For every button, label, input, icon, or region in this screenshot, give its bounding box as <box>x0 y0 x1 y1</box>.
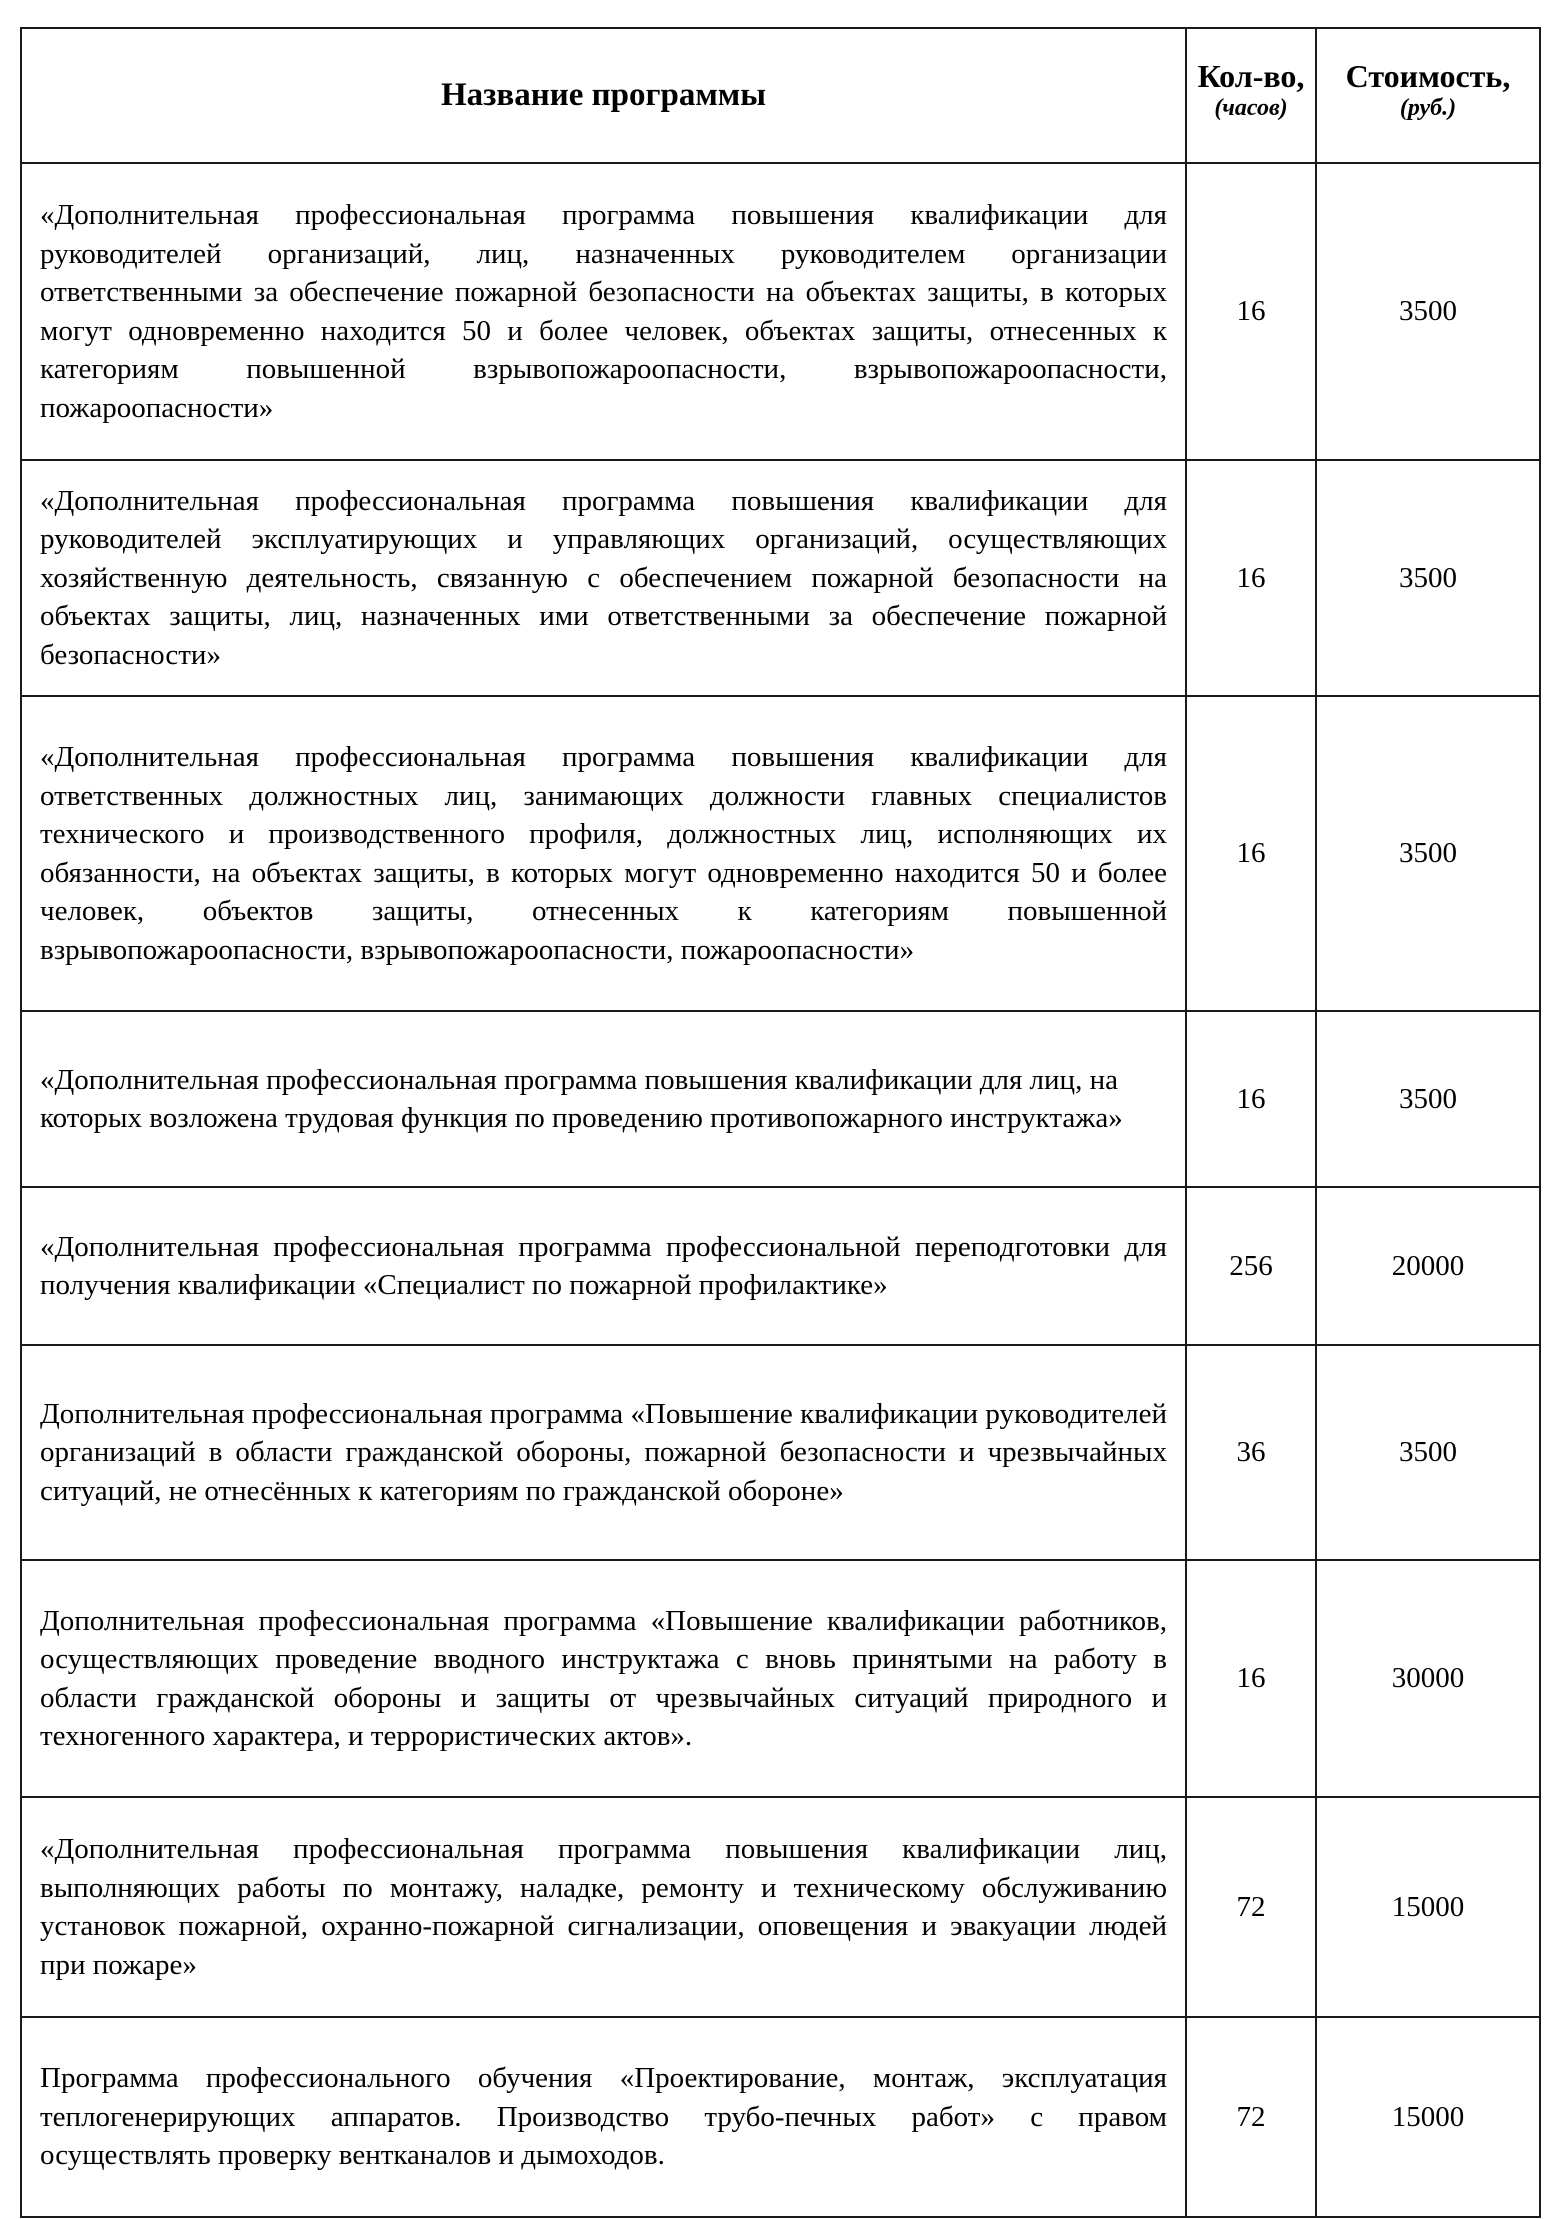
hours-cell <box>1186 1011 1316 1187</box>
hours-value: 16 <box>1236 1662 1266 1694</box>
program-name: «Дополнительная профессиональная программа повышения квалификации лиц, выполняющих работы по монтажу, наладке, ремонту и техническому обслуживанию установок пожарной, охранно-пожарной сигнализации, оповещения и эвакуации людей при пожаре» <box>40 1833 1167 1981</box>
hours-value: 16 <box>1236 295 1266 327</box>
header-program-name-label: Название программы <box>440 77 767 113</box>
program-name-cell <box>21 2017 1186 2217</box>
program-name: Дополнительная профессиональная программа «Повышение квалификации работников, осуществляющих проведение вводного инструктажа с вновь принятыми на работу в области гражданской обороны и защиты от чрезвычайных ситуаций природного и техногенного характера, и террористических актов». <box>40 1604 1167 1752</box>
hours-value: 256 <box>1229 1249 1273 1282</box>
hours-value: 36 <box>1236 1436 1266 1468</box>
cost-cell <box>1316 1187 1540 1345</box>
program-name-cell <box>21 163 1186 460</box>
hours-value: 72 <box>1236 1890 1266 1923</box>
hours-value: 72 <box>1236 2100 1266 2133</box>
program-name: «Дополнительная профессиональная программа повышения квалификации для лиц, на которых возложена трудовая функция по проведению противопожарного инструктажа» <box>40 1063 1123 1134</box>
hours-cell <box>1186 2017 1316 2217</box>
cost-cell <box>1316 1797 1540 2017</box>
cost-cell <box>1316 1345 1540 1560</box>
table-row <box>21 1560 1540 1797</box>
header-cost <box>1316 28 1540 163</box>
program-name-cell <box>21 1011 1186 1187</box>
hours-cell <box>1186 163 1316 460</box>
cost-value: 3500 <box>1399 1436 1457 1468</box>
table-row <box>21 163 1540 460</box>
cost-value: 15000 <box>1391 2100 1465 2133</box>
hours-cell <box>1186 1797 1316 2017</box>
table-row <box>21 696 1540 1011</box>
cost-value: 15000 <box>1391 1890 1465 1923</box>
hours-cell <box>1186 1345 1316 1560</box>
hours-cell <box>1186 696 1316 1011</box>
cost-value: 30000 <box>1391 1662 1465 1694</box>
cost-cell <box>1316 696 1540 1011</box>
hours-cell <box>1186 1187 1316 1345</box>
hours-value: 16 <box>1236 561 1266 594</box>
program-name-cell <box>21 1345 1186 1560</box>
price-table <box>20 27 1541 2218</box>
program-name: Дополнительная профессиональная программа «Повышение квалификации руководителей организаций в области гражданской обороны, пожарной безопасности и чрезвычайных ситуаций, не отнесённых к категориям по гражданской обороне» <box>40 1397 1167 1507</box>
cost-value: 3500 <box>1399 561 1457 594</box>
program-name: «Дополнительная профессиональная программа повышения квалификации для ответственных должностных лиц, занимающих должности главных специалистов технического и производственного профиля, должностных лиц, исполняющих их обязанности, на объектах защиты, в которых могут одновременно находится 50 и более человек, объектов защиты, отнесенных к категориям повышенной взрывопожароопасности, взрывопожароопасности, пожароопасности» <box>40 741 1167 966</box>
program-name: Программа профессионального обучения «Проектирование, монтаж, эксплуатация теплогенерирующих аппаратов. Производство трубо-печных работ» с правом осуществлять проверку вентканалов и дымоходов. <box>40 2062 1167 2172</box>
cost-value: 3500 <box>1399 295 1457 327</box>
hours-value: 16 <box>1236 837 1266 869</box>
table-row <box>21 1187 1540 1345</box>
cost-cell <box>1316 2017 1540 2217</box>
cost-value: 20000 <box>1391 1249 1465 1282</box>
program-name-cell <box>21 460 1186 696</box>
program-name-cell <box>21 1797 1186 2017</box>
hours-cell <box>1186 460 1316 696</box>
cost-value: 3500 <box>1399 1082 1457 1115</box>
table-row <box>21 2017 1540 2217</box>
cost-cell <box>1316 1560 1540 1797</box>
table-row <box>21 1011 1540 1187</box>
program-name: «Дополнительная профессиональная программа повышения квалификации для руководителей эксплуатирующих и управляющих организаций, осуществляющих хозяйственную деятельность, связанную с обеспечением пожарной безопасности на объектах защиты, лиц, назначенных ими ответственными за обеспечение пожарной безопасности» <box>40 484 1167 671</box>
header-hours-unit: (часов) <box>1214 95 1288 122</box>
header-hours-title: Кол-во, <box>1197 58 1305 95</box>
header-cost-unit: (руб.) <box>1399 95 1457 122</box>
program-name-cell <box>21 696 1186 1011</box>
cost-value: 3500 <box>1399 837 1457 869</box>
header-cost-title: Стоимость, <box>1345 58 1511 95</box>
hours-value: 16 <box>1236 1082 1266 1115</box>
header-hours <box>1186 28 1316 163</box>
program-name: «Дополнительная профессиональная программа профессиональной переподготовки для получения квалификации «Специалист по пожарной профилактике» <box>40 1230 1167 1301</box>
program-name-cell <box>21 1560 1186 1797</box>
header-row <box>21 28 1540 163</box>
table-row <box>21 1345 1540 1560</box>
table-row <box>21 1797 1540 2017</box>
cost-cell <box>1316 1011 1540 1187</box>
cost-cell <box>1316 163 1540 460</box>
header-program-name <box>21 28 1186 163</box>
program-name-cell <box>21 1187 1186 1345</box>
hours-cell <box>1186 1560 1316 1797</box>
table-row <box>21 460 1540 696</box>
cost-cell <box>1316 460 1540 696</box>
program-name: «Дополнительная профессиональная программа повышения квалификации для руководителей организаций, лиц, назначенных руководителем организации ответственными за обеспечение пожарной безопасности на объектах защиты, в которых могут одновременно находится 50 и более человек, объектах защиты, отнесенных к категориям повышенной взрывопожароопасности, взрывопожароопасности, пожароопасности» <box>40 199 1167 424</box>
